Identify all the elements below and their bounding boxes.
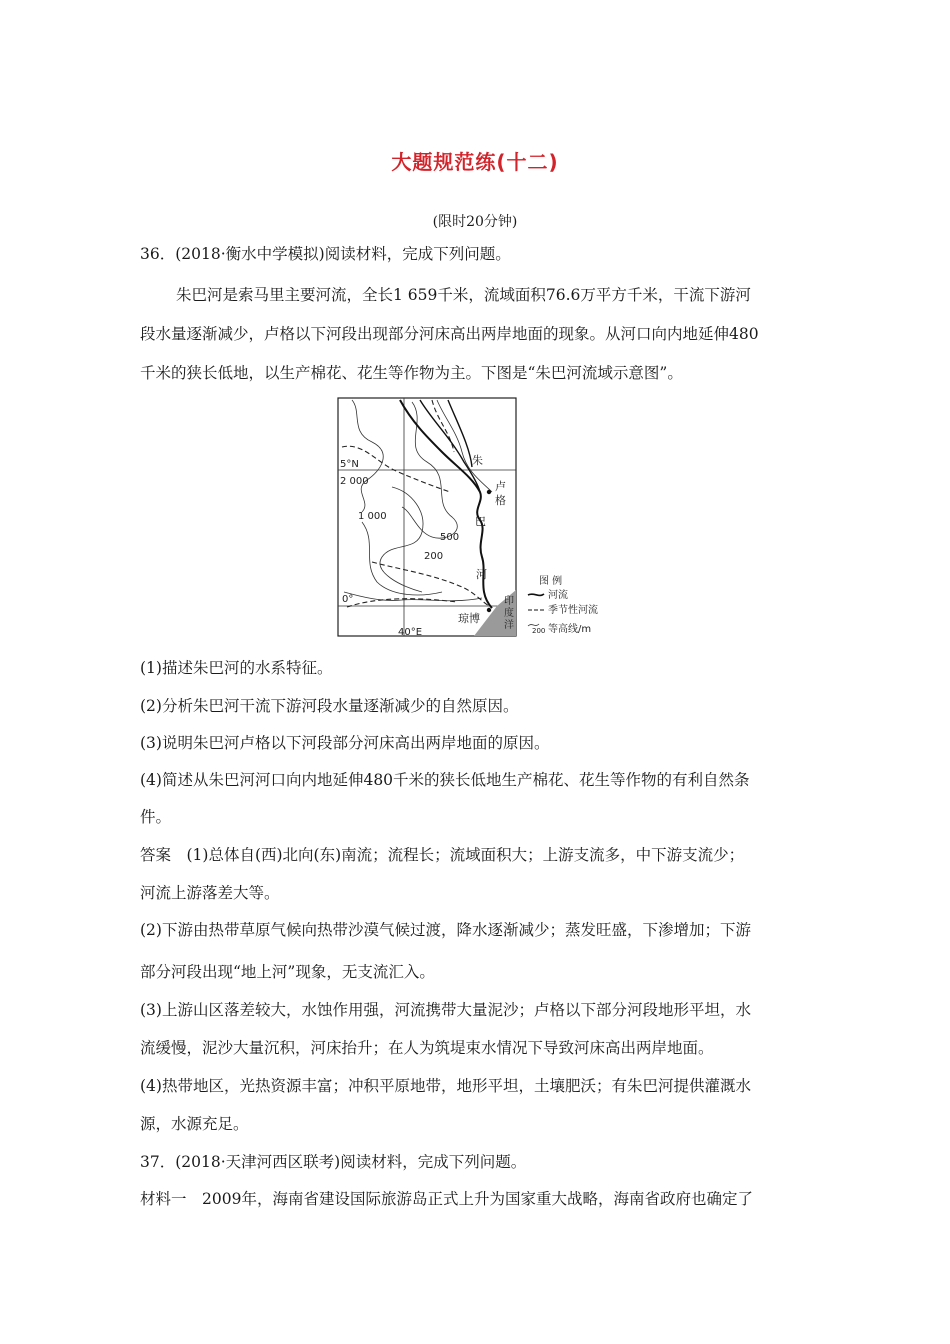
city-label-lug: 格 [495,494,506,507]
question-37-header: 37．(2018·天津河西区联考)阅读材料，完成下列问题。 [140,1153,527,1171]
contour-line [437,400,492,492]
question-item: (3)说明朱巴河卢格以下河段部分河床高出两岸地面的原因。 [140,734,550,752]
ocean-label: 印 [504,596,514,607]
answer-line: (4)热带地区，光热资源丰富；冲积平原地带，地形平坦，土壤肥沃；有朱巴河提供灌溉水 [140,1077,751,1095]
contour-line [344,592,482,601]
latitude-0-label: 0° [342,594,354,605]
material-line: 材料一 2009年，海南省建设国际旅游岛正式上升为国家重大战略，海南省政府也确定了 [140,1190,753,1208]
contour-line [352,400,383,512]
contour-label: 1 000 [358,511,387,522]
material-line: 千米的狭长低地，以生产棉花、花生等作物为主。下图是“朱巴河流域示意图”。 [140,364,683,382]
latitude-5n-label: 5°N [340,459,359,470]
contour-line [380,487,423,592]
question-item: (1)描述朱巴河的水系特征。 [140,659,333,677]
material-line: 段水量逐渐减少，卢格以下河段出现部分河床高出两岸地面的现象。从河口向内地延伸480 [140,325,759,343]
answer-line: 流缓慢，泥沙大量沉积，河床抬升；在人为筑堤束水情况下导致河床高出两岸地面。 [140,1039,714,1057]
lug-city-dot [487,490,491,494]
ocean-label: 洋 [504,620,514,631]
question-item: (4)简述从朱巴河河口向内地延伸480千米的狭长低地生产棉花、花生等作物的有利自然条 [140,771,750,789]
answer-line: 河流上游落差大等。 [140,884,280,902]
answer-line: (2)下游由热带草原气候向热带沙漠气候过渡，降水逐渐减少；蒸发旺盛，下渗增加；下游 [140,921,751,939]
legend-title: 图 例 [539,576,563,587]
question-item: (2)分析朱巴河干流下游河段水量逐渐减少的自然原因。 [140,697,519,715]
legend-contour-label: 等高线/m [548,624,592,635]
city-label-lug: 卢 [495,480,506,493]
contour-label: 2 000 [340,476,369,487]
river-name-label: 河 [476,568,487,581]
question-item: 件。 [140,808,172,826]
river-tributary [448,400,472,467]
page-title: 大题规范练(十二) [391,150,559,174]
answer-line: 部分河段出现“地上河”现象，无支流汇入。 [140,963,435,981]
legend-contour-symbol [528,624,539,626]
contour-label: 200 [424,551,444,562]
river-name-label: 巴 [475,515,486,528]
legend-seasonal-label: 季节性河流 [548,605,598,616]
river-name-label: 朱 [472,454,483,467]
qiongbo-city-dot [487,608,491,612]
answer-line: (3)上游山区落差较大，水蚀作用强，河流携带大量泥沙；卢格以下部分河段地形平坦，水 [140,1001,751,1019]
seasonal-river [372,562,492,608]
city-label-qiongbo: 琼博 [458,612,480,625]
answer-line: 源，水源充足。 [140,1115,249,1133]
time-limit: (限时20分钟) [432,214,518,230]
question-36-header: 36．(2018·衡水中学模拟)阅读材料，完成下列问题。 [140,245,511,263]
legend-contour-value: 200 [532,627,546,635]
ocean-label: 度 [504,608,514,619]
legend-river-symbol [528,594,544,595]
juba-river-map [332,392,622,642]
legend-river-label: 河流 [548,590,568,601]
material-line: 朱巴河是索马里主要河流，全长1 659千米，流域面积76.6万平方千米，干流下游河 [176,286,751,304]
answer-line: 答案 (1)总体自(西)北向(东)南流；流程长；流域面积大；上游支流多，中下游支流少； [140,846,745,864]
longitude-40e-label: 40°E [398,627,423,638]
contour-label: 500 [440,532,460,543]
